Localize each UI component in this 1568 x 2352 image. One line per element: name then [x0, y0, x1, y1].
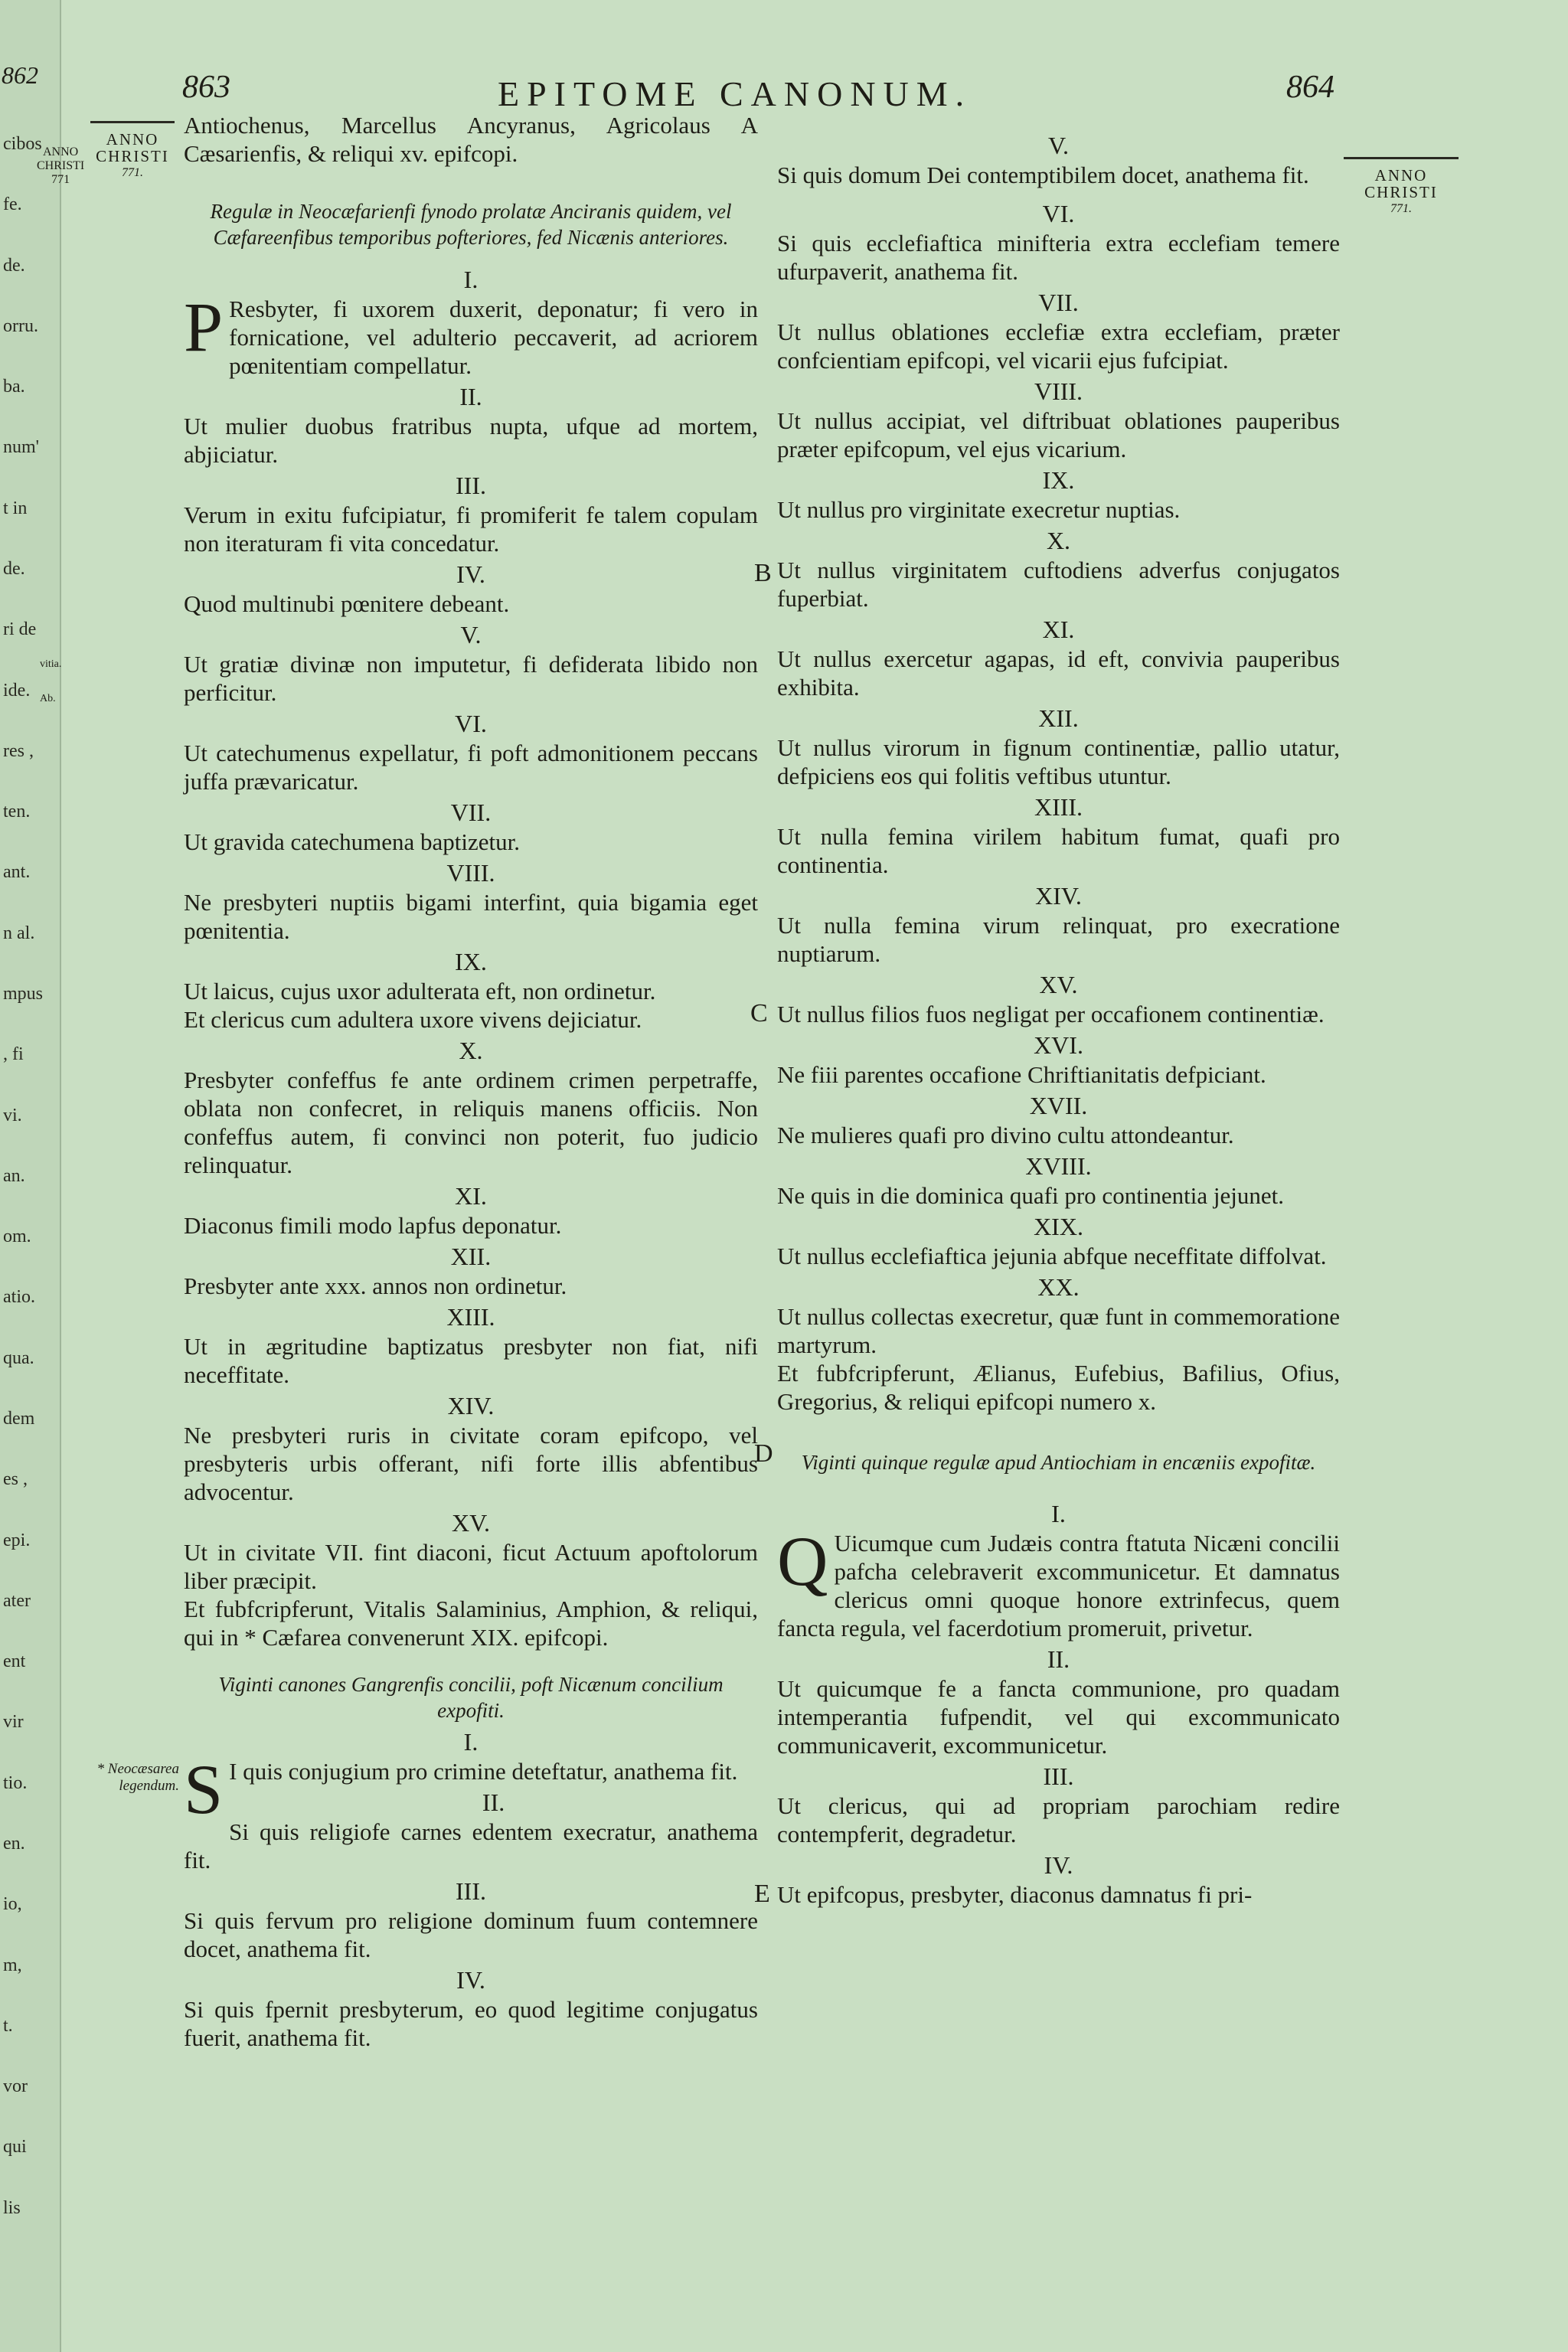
- canon-text: Ut in civitate VII. fint diaconi, ficut Actuum apoftolorum liber præcipit.: [184, 1539, 758, 1594]
- canon-numeral: IV.: [456, 1966, 485, 1994]
- canon-text: Ut gratiæ divinæ non imputetur, fi defiderata libido non perficitur.: [184, 651, 758, 706]
- canon-text: Ut gravida catechumena baptizetur.: [184, 828, 520, 855]
- canon-text: Presbyter confeffus fe ante ordinem crimen perpetraffe, oblata non confecret, in reliquis manens officiis. Non confeffus autem, fi convinci non poterit, fuo judicio relinquatur.: [184, 1067, 758, 1178]
- canon-text: Ne presbyteri ruris in civitate coram epifcopo, vel presbyteris urbis offerant, nifi forte illis abfentibus advocentur.: [184, 1422, 758, 1505]
- canon-text: Ut nullus collectas execretur, quæ funt in commemoratione martyrum.: [777, 1303, 1340, 1358]
- previous-page-fragment: vor: [3, 2076, 28, 2096]
- canon-text: Ne fiii parentes occafione Chriftianitatis defpiciant.: [777, 1061, 1266, 1088]
- canon-numeral: XI.: [1042, 616, 1075, 643]
- canon-text: Ut nullus virorum in fignum continentiæ, pallio utatur, defpiciens eos qui folitis veftibus utuntur.: [777, 734, 1340, 789]
- previous-page-fragment: t.: [3, 2016, 13, 2036]
- previous-page-fragment: ant.: [3, 862, 31, 882]
- drop-cap: Q: [777, 1522, 828, 1600]
- section-mark-d: D: [754, 1439, 773, 1468]
- canon-text: Quod multinubi pœnitere debeant.: [184, 590, 510, 617]
- running-head: EPITOME CANONUM.: [498, 74, 972, 113]
- previous-page-fragment: cibos: [3, 134, 42, 154]
- previous-page-fragment: ten.: [3, 802, 31, 822]
- canon-text: Ut laicus, cujus uxor adulterata eft, non ordinetur.: [184, 978, 656, 1004]
- canon-numeral: VII.: [450, 799, 492, 826]
- drop-cap: S: [184, 1750, 224, 1828]
- previous-page-fragment: t in: [3, 498, 28, 518]
- canon-numeral: VII.: [1038, 289, 1079, 316]
- canon-text: Q Uicumque cum Judæis contra ftatuta Nicæni concilii pafcha celebraverit excommunicetur. Et damnatus clericus omni quoque honore extrinfecus, quem fancta regula, vel facerdotium promeruit, privetur.: [777, 1522, 1340, 1642]
- previous-page-fragment: , fi: [3, 1044, 24, 1064]
- anno-rule: [1344, 157, 1459, 159]
- canon-text: Ut nullus filios fuos negligat per occafionem continentiæ.: [777, 1001, 1325, 1027]
- canon-text: Si quis domum Dei contemptibilem docet, anathema fit.: [777, 162, 1309, 188]
- canon-numeral: XIX.: [1034, 1213, 1083, 1240]
- previous-page-fragment: an.: [3, 1166, 25, 1186]
- section-mark-e: E: [754, 1880, 770, 1908]
- previous-page-fragment: de.: [3, 559, 25, 579]
- previous-page-number: 862: [2, 61, 38, 89]
- canon-text: S I quis conjugium pro crimine deteftatur, anathema fit.: [184, 1750, 738, 1828]
- previous-page-fragment: es ,: [3, 1469, 28, 1489]
- canon-numeral: XVIII.: [1025, 1152, 1092, 1180]
- canon-numeral: IV.: [456, 560, 485, 588]
- previous-page-fragment: orru.: [3, 316, 38, 336]
- canon-text: P Resbyter, fi uxorem duxerit, deponatur; fi vero in fornicatione, vel adulterio peccaverit, ad acriorem pœnitentiam compellatur.: [184, 288, 758, 379]
- canon-numeral: IV.: [1044, 1851, 1073, 1879]
- canon-numeral: VIII.: [1034, 377, 1083, 405]
- canon-text: Si quis fervum pro religione dominum fuum contemnere docet, anathema fit.: [184, 1907, 758, 1962]
- canon-numeral: X.: [459, 1037, 483, 1064]
- previous-page-fragment: qua.: [3, 1348, 34, 1368]
- canon-text: Ut nullus ecclefiaftica jejunia abfque neceffitate diffolvat.: [777, 1243, 1327, 1269]
- canon-numeral: III.: [456, 472, 486, 499]
- canon-numeral: XII.: [1038, 704, 1079, 732]
- previous-page-fragment: lis: [3, 2198, 21, 2218]
- anno-rule: [90, 121, 175, 123]
- margin-footnote: * Neocæsarea legendum.: [96, 1761, 179, 1794]
- anno-christi-left: ANNO CHRISTI 771.: [90, 121, 175, 181]
- previous-page-side-note: Ab.: [40, 693, 56, 704]
- intro-text: Antiochenus, Marcellus Ancyranus, Agricolaus A Cæsarienfis, & reliqui xv. epifcopi.: [184, 112, 758, 167]
- previous-page-fragment: ide.: [3, 681, 31, 701]
- left-column: [184, 111, 758, 2052]
- canon-text: Et fubfcripferunt, Vitalis Salaminius, Amphion, & reliqui, qui in * Cæfarea convenerunt XIX. epifcopi.: [184, 1596, 758, 1651]
- canon-text: Si quis religiofe carnes edentem execratur, anathema fit.: [184, 1818, 758, 1873]
- previous-page-fragment: om.: [3, 1227, 31, 1246]
- previous-page-fragment: io,: [3, 1894, 22, 1914]
- canon-numeral: II.: [482, 1788, 505, 1816]
- previous-page-fragment: vi.: [3, 1106, 22, 1125]
- canon-numeral: XVI.: [1034, 1031, 1083, 1059]
- canon-text: Si quis fpernit presbyterum, eo quod legitime conjugatus fuerit, anathema fit.: [184, 1996, 758, 2051]
- canon-numeral: IX.: [455, 948, 487, 975]
- canon-text: Ut epifcopus, presbyter, diaconus damnatus fi pri-: [777, 1881, 1253, 1908]
- canon-numeral: V.: [1048, 132, 1069, 159]
- right-column: [777, 129, 1340, 1909]
- previous-page-anno-christi: ANNO CHRISTI 771: [37, 145, 85, 186]
- canon-numeral: XIV.: [447, 1392, 495, 1419]
- previous-page-side-note: vitia.: [40, 658, 62, 670]
- canon-numeral: I.: [463, 266, 479, 293]
- canon-numeral: IX.: [1042, 466, 1075, 494]
- previous-page-fragment: dem: [3, 1409, 35, 1429]
- canon-text: Ut quicumque fe a fancta communione, pro quadam intemperantia fufpendit, vel qui excommunicato communicaverit, excommunicetur.: [777, 1675, 1340, 1759]
- previous-page-fragment: ent: [3, 1651, 26, 1671]
- previous-page-fragment: epi.: [3, 1530, 31, 1550]
- canon-text: Verum in exitu fufcipiatur, fi promiferit fe talem copulam non iteraturam fi vita concedatur.: [184, 501, 758, 557]
- canon-numeral: XI.: [455, 1182, 487, 1210]
- canon-numeral: VI.: [1042, 200, 1075, 227]
- canon-numeral: X.: [1046, 527, 1071, 554]
- previous-page-fragment: res ,: [3, 741, 34, 761]
- canon-numeral: III.: [1043, 1762, 1074, 1790]
- canon-text: Si quis ecclefiaftica minifteria extra ecclefiam temere ufurpaverit, anathema fit.: [777, 230, 1340, 285]
- canon-numeral: I.: [1051, 1500, 1066, 1527]
- canon-numeral: II.: [459, 383, 482, 410]
- canon-text: Ut nulla femina virum relinquat, pro execratione nuptiarum.: [777, 912, 1340, 967]
- canon-text: Ut nullus oblationes ecclefiæ extra ecclefiam, præter confcientiam epifcopi, vel vicarii ejus fufcipiat.: [777, 318, 1340, 374]
- previous-page-fragment: ba.: [3, 377, 25, 397]
- canon-text: Ut in ægritudine baptizatus presbyter non fiat, nifi neceffitate.: [184, 1333, 758, 1388]
- canon-text: Ne presbyteri nuptiis bigami interfint, quia bigamia eget pœnitentia.: [184, 889, 758, 944]
- section-title-gangra: Viginti canones Gangrenfis concilii, poft Nicænum concilium expofiti.: [218, 1673, 724, 1722]
- section-mark-b: B: [754, 559, 772, 587]
- previous-page-fragment: ri de: [3, 619, 37, 639]
- previous-page-fragment: m,: [3, 1955, 22, 1975]
- previous-page-fragment: tio.: [3, 1773, 28, 1793]
- canon-numeral: I.: [463, 1728, 479, 1756]
- canon-text: Ut nullus accipiat, vel diftribuat oblationes pauperibus præter epifcopum, vel ejus vicarium.: [777, 407, 1340, 462]
- previous-page-fragment: de.: [3, 256, 25, 276]
- canon-numeral: VIII.: [446, 859, 495, 887]
- canon-text: Ut catechumenus expellatur, fi poft admonitionem peccans juffa prævaricatur.: [184, 740, 758, 795]
- previous-page-fragment: ater: [3, 1591, 31, 1611]
- previous-page-edge: [0, 0, 85, 2352]
- previous-page-fragment: n al.: [3, 923, 35, 943]
- canon-numeral: XV.: [1039, 971, 1078, 998]
- canon-numeral: VI.: [455, 710, 487, 737]
- canon-text: Ut mulier duobus fratribus nupta, ufque ad mortem, abjiciatur.: [184, 413, 758, 468]
- previous-page-fragment: num': [3, 437, 39, 457]
- canon-numeral: II.: [1047, 1645, 1070, 1673]
- previous-page-fragment: atio.: [3, 1287, 35, 1307]
- canon-text: Ne quis in die dominica quafi pro continentia jejunet.: [777, 1182, 1285, 1209]
- canon-numeral: III.: [456, 1877, 486, 1905]
- section-title-antioch: Viginti quinque regulæ apud Antiochiam in encæniis expofitæ.: [801, 1451, 1316, 1474]
- page-number-left: 863: [182, 70, 230, 105]
- previous-page-fragment: fe.: [3, 194, 22, 214]
- section-mark-c: C: [750, 999, 768, 1027]
- section-title-neocaesarea: Regulæ in Neocæfarienfi fynodo prolatæ Anciranis quidem, vel Cæfareenfibus temporibus pofteriores, fed Nicænis anteriores.: [210, 200, 732, 249]
- canon-text: Ne mulieres quafi pro divino cultu attondeantur.: [777, 1122, 1234, 1148]
- canon-text: Ut clericus, qui ad propriam parochiam redire contempferit, degradetur.: [777, 1792, 1340, 1847]
- subscription-text: Et fubfcripferunt, Ælianus, Eufebius, Bafilius, Ofius, Gregorius, & reliqui epifcopi numero x.: [777, 1360, 1340, 1415]
- canon-numeral: XVII.: [1029, 1092, 1088, 1119]
- canon-text: Ut nulla femina virilem habitum fumat, quafi pro continentia.: [777, 823, 1340, 878]
- canon-text: Ut nullus pro virginitate execretur nuptias.: [777, 496, 1181, 523]
- canon-numeral: V.: [460, 621, 482, 648]
- canon-numeral: XV.: [451, 1509, 491, 1537]
- canon-numeral: XIII.: [1034, 793, 1083, 821]
- canon-text: Ut nullus virginitatem cuftodiens adverfus conjugatos fuperbiat.: [777, 557, 1340, 612]
- canon-numeral: XIV.: [1035, 882, 1082, 910]
- anno-christi-right: ANNO CHRISTI 771.: [1344, 157, 1459, 217]
- page-number-right: 864: [1286, 70, 1334, 105]
- previous-page-fragment: en.: [3, 1834, 25, 1854]
- canon-text: Diaconus fimili modo lapfus deponatur.: [184, 1212, 562, 1239]
- previous-page-fragment: vir: [3, 1712, 24, 1732]
- drop-cap: P: [184, 288, 224, 366]
- canon-numeral: XII.: [450, 1243, 492, 1270]
- canon-numeral: XIII.: [446, 1303, 495, 1331]
- canon-text: Ut nullus exercetur agapas, id eft, convivia pauperibus exhibita.: [777, 645, 1340, 701]
- previous-page-fragment: mpus: [3, 984, 44, 1004]
- canon-text: Et clericus cum adultera uxore vivens dejiciatur.: [184, 1006, 642, 1033]
- canon-numeral: XX.: [1037, 1273, 1080, 1301]
- previous-page-fragment: qui: [3, 2137, 27, 2157]
- canon-text: Presbyter ante xxx. annos non ordinetur.: [184, 1272, 567, 1299]
